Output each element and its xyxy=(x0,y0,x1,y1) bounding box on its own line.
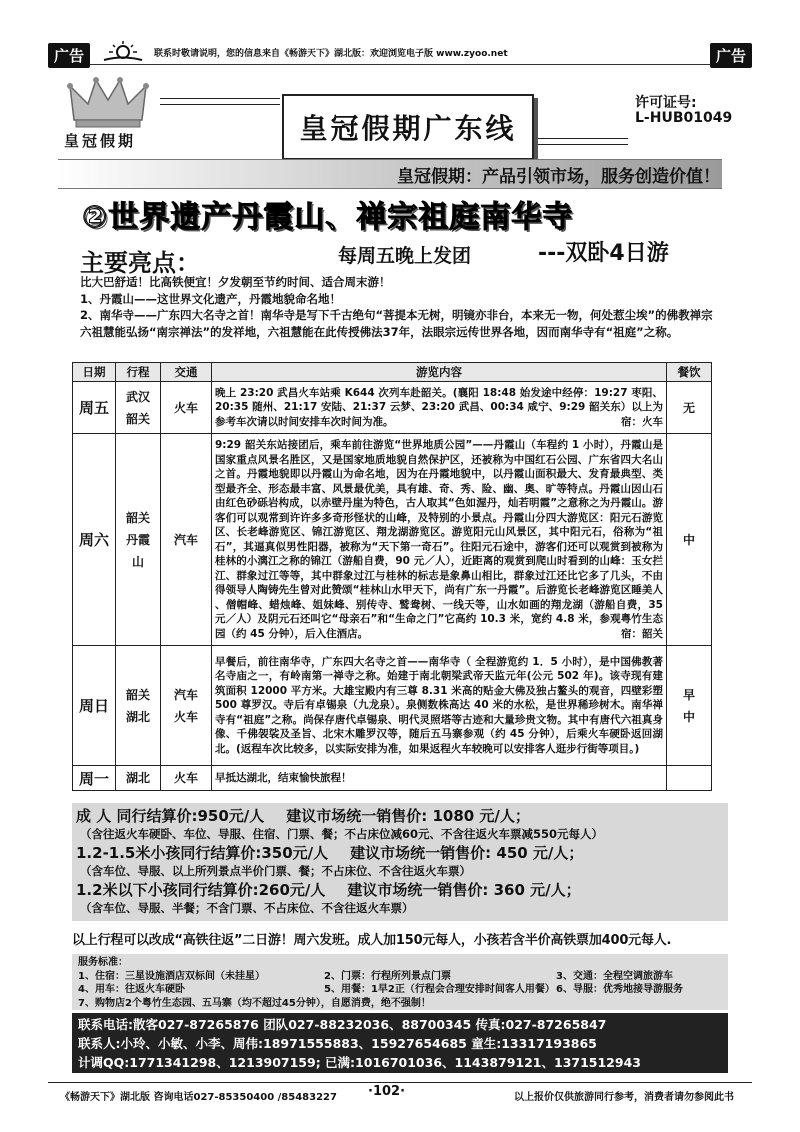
day-cell: 周六 xyxy=(73,434,116,646)
col-header-traffic: 交通 xyxy=(161,363,212,382)
route-cell: 韶关 丹霞 山 xyxy=(116,434,161,646)
meal-cell: 早 中 xyxy=(667,646,712,766)
crown-logo-icon xyxy=(66,76,150,130)
contact-box xyxy=(72,1013,728,1073)
service-item: 2、门票：行程所列景点门票 xyxy=(324,970,451,982)
price-child-small-label: 1.2米以下小孩同行结算价:260元/人 xyxy=(76,881,326,899)
service-row xyxy=(78,997,722,1011)
highlight-line: 2、南华寺——广东四大名寺之首！南华寺是写下千古绝句“菩提本无树，明镜亦非台，本来无一物，何处惹尘埃”的佛教禅宗六祖慧能弘扬“南宗禅法”的发祥地，六祖慧能在此传授佛法37年，法眼宗远传世界各地，因而南华寺有“祖庭”之称。 xyxy=(80,308,713,339)
top-note: 联系时敬请说明，您的信息来自《畅游天下》湖北版：欢迎浏览电子版 www.zyoo.net xyxy=(154,49,508,59)
route-cell: 韶关 湖北 xyxy=(116,646,161,766)
col-header-route: 行程 xyxy=(116,363,161,382)
day-cell: 周日 xyxy=(73,646,116,766)
traffic-cell: 汽车 xyxy=(161,434,212,646)
price-box xyxy=(72,803,728,921)
highlights-title: 主要亮点： xyxy=(80,249,200,277)
rule xyxy=(534,138,628,139)
table-row xyxy=(73,646,712,766)
content-cell xyxy=(212,434,667,646)
col-header-content: 游览内容 xyxy=(212,363,667,382)
traffic-cell: 火车 xyxy=(161,766,212,791)
footer-left: 《畅游天下》湖北版 咨询电话027-85350400 /85483227 xyxy=(60,1092,337,1103)
contact-phone: 联系电话:散客027-87265876 团队027-88232036、88700345 传真:027-87265847 xyxy=(78,1017,607,1032)
traffic-cell: 汽车 火车 xyxy=(161,646,212,766)
footer-right: 以上报价仅供旅游同行参考，消费者请勿参阅此书 xyxy=(514,1092,734,1103)
license-label: 许可证号: xyxy=(635,95,697,111)
ad-tag-right: 广告 xyxy=(710,43,752,68)
traffic-cell: 火车 xyxy=(161,382,212,434)
meal-cell xyxy=(667,766,712,791)
trip-type: ---双卧4日游 xyxy=(538,241,669,266)
content-cell xyxy=(212,646,667,766)
content-text: 9:29 韶关东站接团后，乘车前往游览“世界地质公园”——丹霞山（车程约 1 小时），丹霞山是国家重点风景名胜区，又是国家地质地貌自然保护区，还被称为中国红石公园、广东省四大名山之首。丹霞地貌即以丹霞山为命名地，因为在丹霞地貌中，以丹霞山面积最大、发育最典型、类型最齐全、形态最丰富、风景最优美，具有雄、奇、秀、险、幽、奥、旷等特点。丹霞山因山石由红色砂砾岩构成，以赤壁丹崖为特色，古人取其“色如渥丹，灿若明霞”之意称之为丹霞山。游客们可以观常到许许多多奇形怪状的山峰，及特别的小景点。丹霞山分四大游览区：阳元石游览区、长老峰游览区、锦江游览区、翔龙湖游览区。游览阳元山风景区，其中阳元石，俗称为“祖石”，其逼真似男性阳器，被称为“天下第一奇石”。往阳元石途中，游客们还可以观赏到被称为桂林的小漓江之称的锦江（游船自费，90 元／人），近距离的观赏到爬山时看到的山峰：玉女拦江、群象过江等等，其中群象过江与桂林的标志是象鼻山相比，群象过江还比它多了几头，不由得领导人陶铸先生曾对此赞颂“桂林山水甲天下，尚有广东一丹霞”。后游览长老峰游览区睡美人 、僧帽峰、蜡烛峰、姐妹峰、别传寺、鹫鸯树、一线天等，山水如画的翔龙湖（游船自费，35 元／人）及阴元石还叫它“母亲石”和“生命之门”它高约 10.3 米，宽约 4.8 米，参观粤竹生态园（约 45 分钟），后入住酒店。 xyxy=(215,439,663,640)
service-title: 服务标准： xyxy=(78,957,128,968)
day-cell: 周一 xyxy=(73,766,116,791)
content-text: 晚上 23:20 武昌火车站乘 K644 次列车赴韶关。(襄阳 18:48 始发途中经停：19:27 枣阳、20:35 随州、21:17 安陆、21:37 云梦、23:20 武昌、00:34 咸宁、9:29 韶关东）以上为参考车次请以时间安排车次时间为准。 xyxy=(215,386,663,428)
ad-tag-left: 广告 xyxy=(48,43,90,68)
hotel-text: 宿：韶关 xyxy=(621,627,663,640)
hotel-text: 宿：火车 xyxy=(621,415,663,428)
price-child-mid-note: （含车位、导服、以上所列景点半价门票、餐；不占床位、不含往返火车票） xyxy=(80,864,471,878)
service-item: 3、交通：全程空调旅游车 xyxy=(556,970,673,982)
service-row xyxy=(78,983,722,997)
highlight-line: 比大巴舒适！比高铁便宜！夕发朝至节约时间、适合周末游！ xyxy=(80,275,391,289)
upgrade-note: 以上行程可以改成“高铁往返”二日游！周六发班。成人加150元每人，小孩若含半价高铁票加400元每人. xyxy=(72,933,672,948)
contact-qq: 计调QQ:1771341298、1213907159; 已满:1016701036、1143879121、1371512943 xyxy=(78,1055,641,1070)
table-header-row xyxy=(73,363,712,382)
meal-cell: 无 xyxy=(667,382,712,434)
departure-schedule: 每周五晚上发团 xyxy=(338,245,472,267)
rule xyxy=(534,144,628,145)
price-child-small xyxy=(76,880,724,900)
table-row xyxy=(73,434,712,646)
table-row xyxy=(73,766,712,791)
highlights-body xyxy=(80,274,720,340)
price-adult-note: （含往返火车硬卧、车位、导服、住宿、门票、餐；不占床位减60元、不含往返火车票减550元每人） xyxy=(80,827,604,841)
route-title: ②世界遗产丹霞山、禅宗祖庭南华寺 xyxy=(82,200,574,235)
service-item: 6、导服：优秀地接导游服务 xyxy=(556,984,683,995)
route-cell: 武汉 韶关 xyxy=(116,382,161,434)
price-adult-label: 成 人 同行结算价:950元/人 xyxy=(76,807,265,825)
footer-rule xyxy=(48,1082,752,1083)
price-adult xyxy=(76,806,724,826)
slogan: 皇冠假期：产品引领市场，服务创造价值！ xyxy=(397,167,720,187)
brand-title: 皇冠假期广东线 xyxy=(282,94,534,160)
itinerary-table xyxy=(72,362,712,791)
license xyxy=(635,96,732,126)
rule xyxy=(160,98,280,99)
col-header-date: 日期 xyxy=(73,363,116,382)
table-row xyxy=(73,382,712,434)
price-child-mid-label: 1.2-1.5米小孩同行结算价:350元/人 xyxy=(76,844,329,862)
content-cell xyxy=(212,766,667,791)
content-text: 早餐后，前往南华寺，广东四大名寺之首——南华寺（ 全程游览约 1．5 小时），是中国佛教著名寺庙之一，有岭南第一禅寺之称。始建于南北朝梁武帝天监元年(公元 502 年)。该寺现有建筑面积 12000 平方米。大雄宝殿内有三尊 8.31 米高的贴金大佛及独占鳌头的观音，四壁彩塑 500 尊罗汉。寺后有卓锡泉（九龙泉）。泉侧数株高达 40 米的水松，是世界稀珍树木。南华禅寺有“祖庭”之称。尚保存唐代卓锡泉、明代灵照塔等古迹和大量珍贵文物。其中有唐代六祖真身像、千佛袈裟及圣旨、北宋木雕罗汉等，随后五马寨参观（约 45 分钟），后乘火车硬卧返回湖北。(返程车次比较多，以实际安排为准，如果返程火车较晚可以安排客人逛步行街等项目。) xyxy=(215,655,663,755)
magazine-logo-icon xyxy=(100,40,146,64)
content-text: 早抵达湖北，结束愉快旅程！ xyxy=(215,771,352,784)
service-row xyxy=(78,970,722,984)
meal-cell: 中 xyxy=(667,434,712,646)
brand-logo-text: 皇冠假期 xyxy=(64,132,137,150)
contact-persons: 联系人:小玲、小敏、小李、周伟:18971555883、15927654685 童生:13317193865 xyxy=(78,1036,597,1051)
service-standard xyxy=(72,954,728,1010)
service-item: 7、购物店2个粤竹生态园、五马寨（均不超过45分钟），自愿消费，绝不强制！ xyxy=(78,997,431,1009)
highlight-line: 1、丹霞山——这世界文化遗产，丹霞地貌命名地！ xyxy=(80,291,341,306)
page-number: ·102· xyxy=(368,1084,406,1099)
price-child-small-note: （含车位、导服、半餐；不含门票、不占床位、不含往返火车票） xyxy=(80,901,414,915)
price-adult-retail: 建议市场统一销售价: 1080 元/人； xyxy=(286,807,530,825)
price-child-mid-retail: 建议市场统一销售价: 450 元/人； xyxy=(350,844,584,862)
service-item: 5、用餐：1早2正（行程会合理安排时间客人用餐） xyxy=(324,984,555,995)
service-item: 4、用车：往返火车硬卧 xyxy=(78,984,185,995)
price-child-mid xyxy=(76,843,724,863)
service-item: 1、住宿：三星设施酒店双标间（未挂星） xyxy=(78,970,265,982)
license-number: L-HUB01049 xyxy=(635,110,733,126)
price-child-small-retail: 建议市场统一销售价: 360 元/人； xyxy=(347,881,581,899)
day-cell: 周五 xyxy=(73,382,116,434)
content-cell xyxy=(212,382,667,434)
rule xyxy=(160,104,280,105)
col-header-meal: 餐饮 xyxy=(667,363,712,382)
route-cell: 湖北 xyxy=(116,766,161,791)
